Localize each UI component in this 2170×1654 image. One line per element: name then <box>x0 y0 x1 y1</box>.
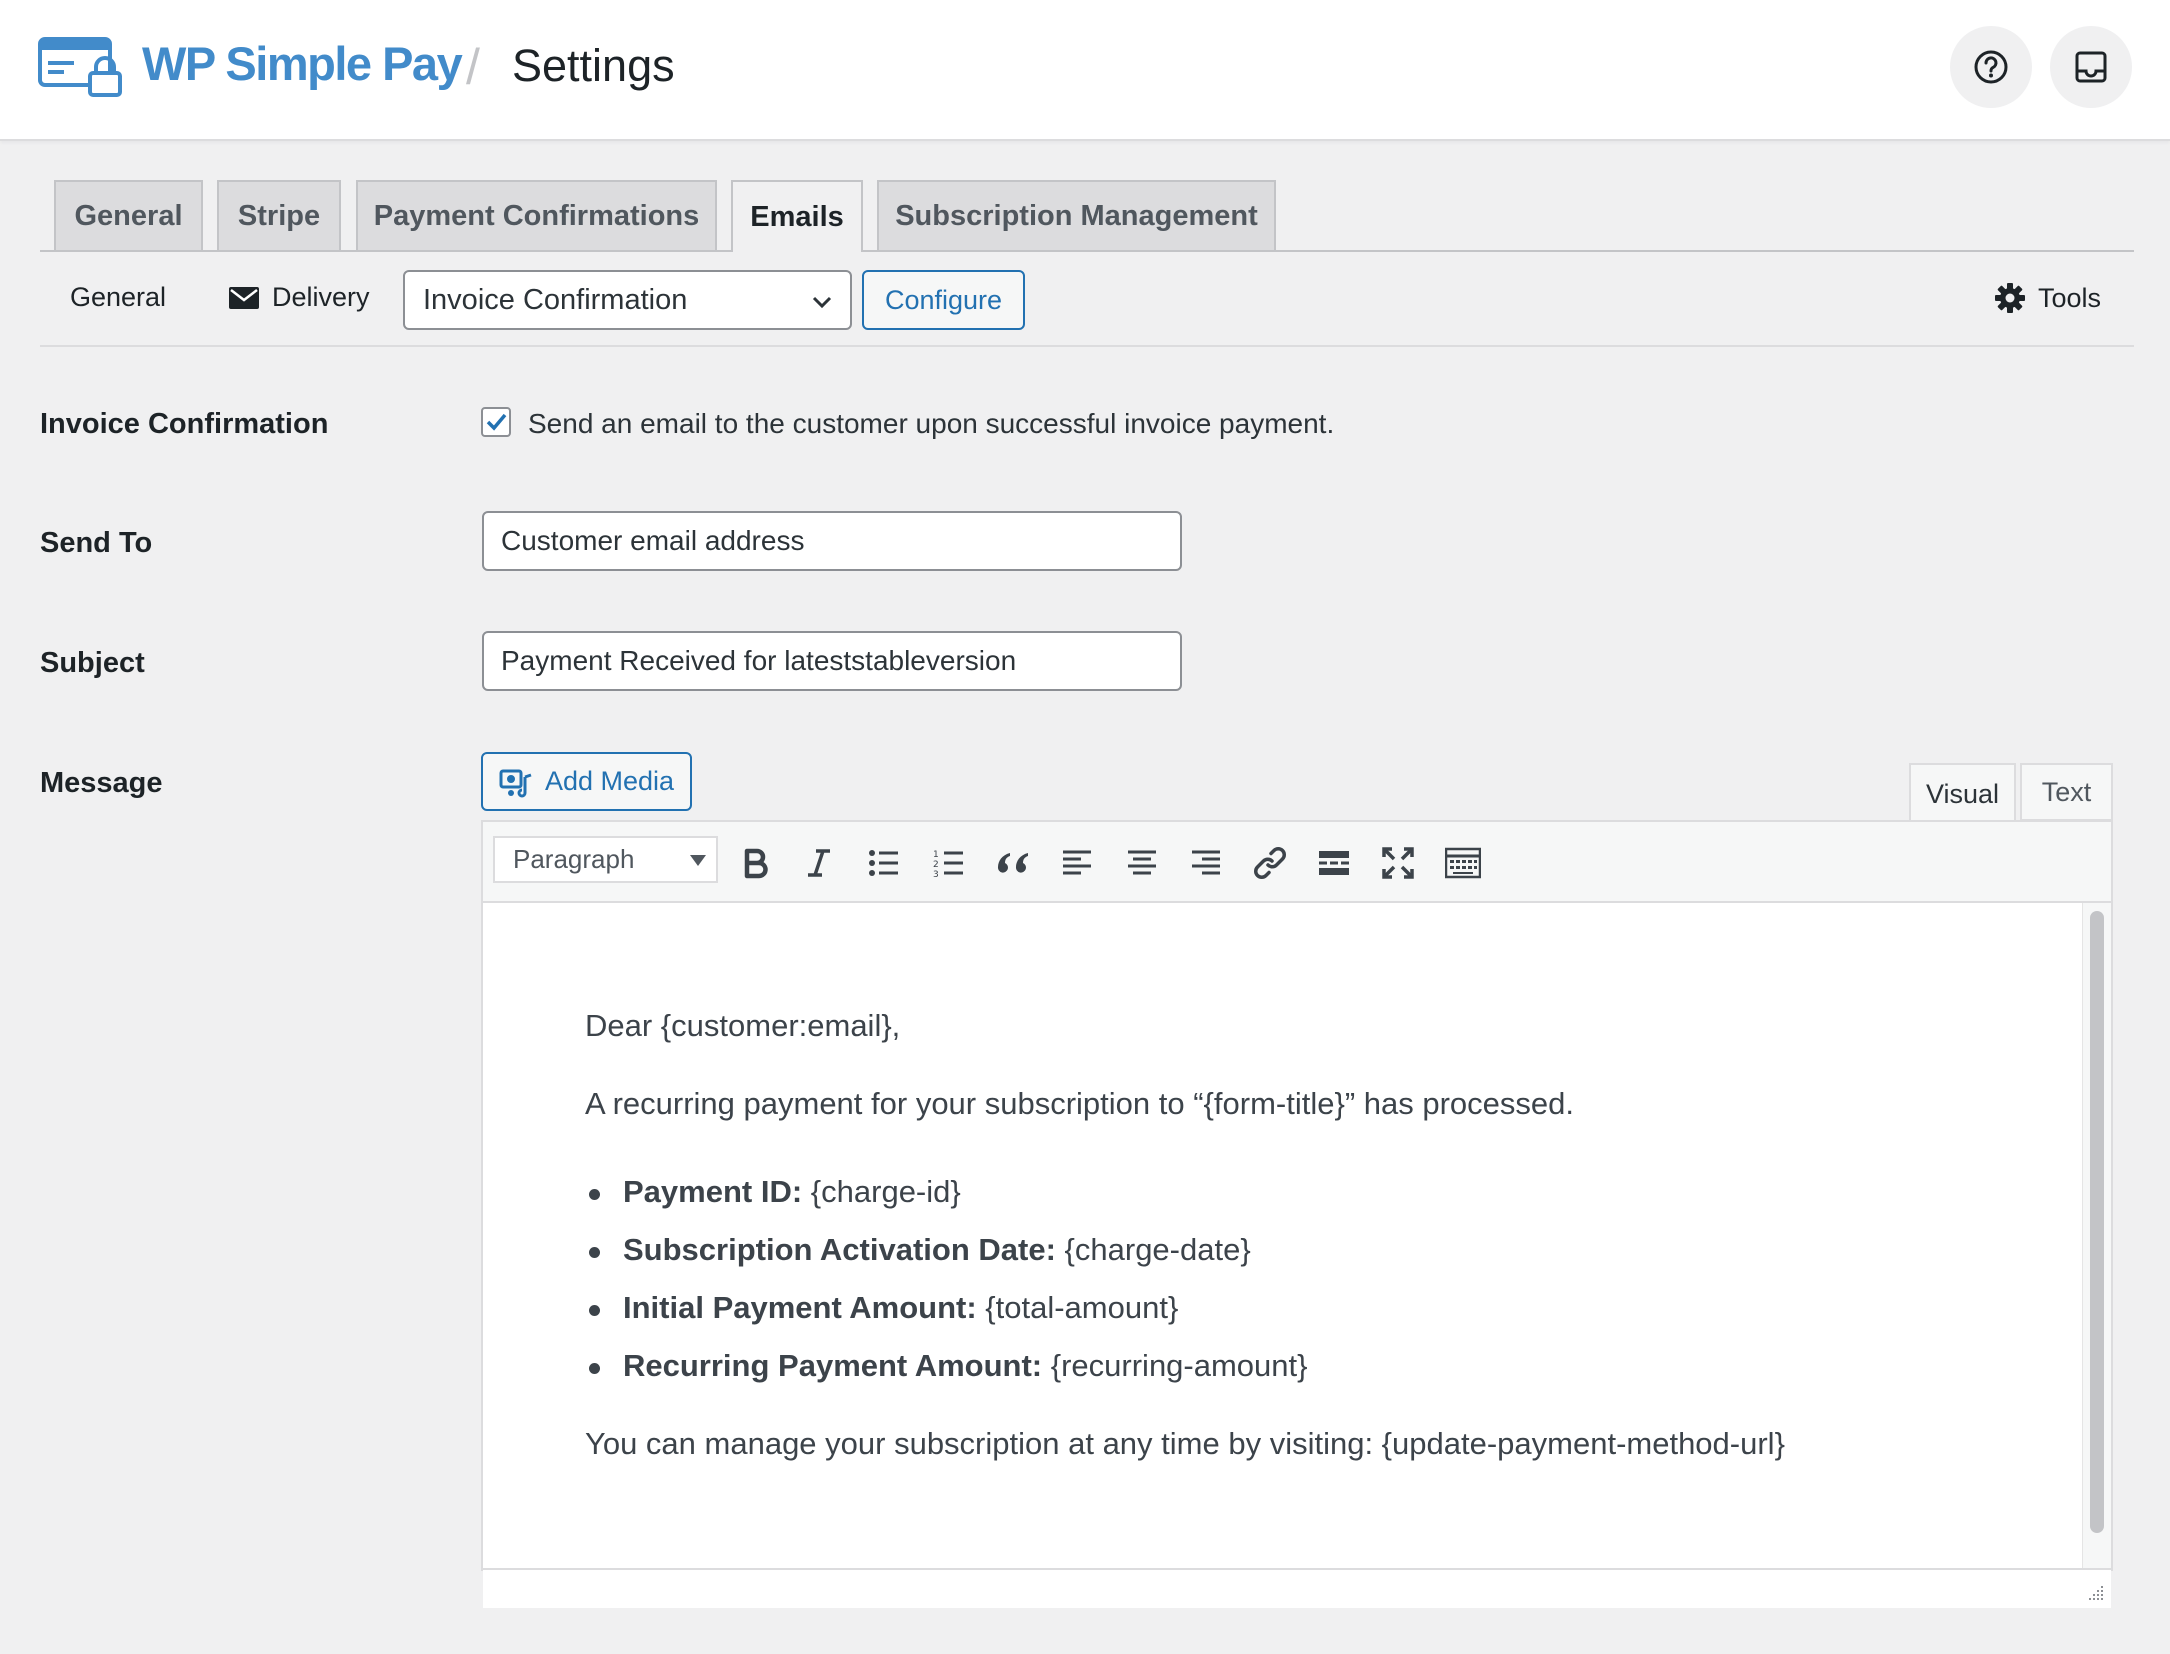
fullscreen-icon <box>1381 846 1415 880</box>
help-button[interactable] <box>1950 26 2032 108</box>
gear-icon <box>1994 282 2026 314</box>
subnav-general[interactable] <box>70 282 166 313</box>
italic-icon <box>804 847 834 879</box>
envelope-icon <box>228 286 260 310</box>
tab-stripe[interactable]: Stripe <box>217 180 341 250</box>
quote-icon <box>996 849 1030 877</box>
message-label: Message <box>40 767 163 799</box>
wp-simple-pay-logo-icon <box>38 37 124 97</box>
send-to-label: Send To <box>40 527 153 559</box>
tools-button[interactable] <box>1994 282 2101 314</box>
add-media-label: Add Media <box>544 766 675 796</box>
editor-toolbar <box>481 820 2113 903</box>
svg-text:1: 1 <box>933 850 939 860</box>
list-item: Initial Payment Amount: {total-amount} <box>585 1290 1178 1326</box>
help-icon <box>1973 49 2009 85</box>
format-select[interactable] <box>493 836 718 883</box>
align-center-icon <box>1126 848 1158 878</box>
page-title: Settings <box>512 40 675 91</box>
footer-text: You can manage your subscription at any time by visiting: {update-payment-method-url} <box>585 1426 1785 1461</box>
chevron-down-icon <box>810 290 834 314</box>
read-more-button[interactable] <box>1315 844 1353 882</box>
tab-subscription-management[interactable]: Subscription Management <box>877 180 1276 250</box>
checkmark-icon <box>483 409 509 435</box>
send-to-select[interactable]: Customer email address <box>482 511 1182 571</box>
tab-payment-confirmations[interactable]: Payment Confirmations <box>356 180 717 250</box>
tab-text[interactable]: Text <box>2020 763 2113 821</box>
bold-button[interactable] <box>736 844 774 882</box>
configure-button[interactable]: Configure <box>862 270 1025 330</box>
message-editor[interactable] <box>481 903 2113 1571</box>
toolbar-toggle-button[interactable] <box>1444 844 1482 882</box>
tab-general[interactable]: General <box>54 180 203 250</box>
intro-text: A recurring payment for your subscription to “{form-title}” has processed. <box>585 1086 1574 1121</box>
inbox-icon <box>2074 50 2108 84</box>
blockquote-button[interactable] <box>994 844 1032 882</box>
align-left-button[interactable] <box>1058 844 1096 882</box>
invoice-confirmation-description: Send an email to the customer upon successful invoice payment. <box>528 408 1335 439</box>
read-more-icon <box>1318 849 1350 877</box>
align-center-button[interactable] <box>1123 844 1161 882</box>
link-icon <box>1253 846 1287 880</box>
email-type-value: Invoice Confirmation <box>423 283 688 316</box>
subject-label: Subject <box>40 647 145 679</box>
tools-label: Tools <box>2038 282 2102 313</box>
bold-icon <box>740 847 770 879</box>
numbered-list-button[interactable] <box>930 844 968 882</box>
tabs-divider <box>40 250 2134 252</box>
editor-statusbar <box>483 1568 2111 1608</box>
list-item: Payment ID: {charge-id} <box>585 1174 961 1210</box>
align-left-icon <box>1061 848 1093 878</box>
greeting-text: Dear {customer:email}, <box>585 1008 901 1043</box>
bullet-list-icon <box>868 848 900 878</box>
align-right-icon <box>1190 848 1222 878</box>
svg-text:3: 3 <box>933 870 939 878</box>
bullet-list-button[interactable] <box>865 844 903 882</box>
list-item: Recurring Payment Amount: {recurring-amount} <box>585 1348 1308 1384</box>
fullscreen-button[interactable] <box>1379 844 1417 882</box>
list-item: Subscription Activation Date: {charge-date} <box>585 1232 1251 1268</box>
top-header <box>0 0 2170 141</box>
svg-text:2: 2 <box>933 860 939 870</box>
add-media-icon <box>499 765 533 799</box>
brand-name: WP Simple Pay <box>142 37 462 90</box>
breadcrumb-separator: / <box>466 39 480 95</box>
editor-scrollbar[interactable] <box>2082 903 2111 1568</box>
insert-link-button[interactable] <box>1251 844 1289 882</box>
dropdown-arrow-icon <box>690 855 706 866</box>
format-select-value: Paragraph <box>513 844 635 874</box>
keyboard-icon <box>1445 847 1481 879</box>
email-type-select[interactable] <box>403 270 852 330</box>
align-right-button[interactable] <box>1187 844 1225 882</box>
numbered-list-icon <box>933 848 965 878</box>
add-media-button[interactable] <box>481 752 692 811</box>
inbox-button[interactable] <box>2050 26 2132 108</box>
editor-scrollbar-thumb[interactable] <box>2090 911 2104 1533</box>
tab-emails[interactable]: Emails <box>731 180 863 252</box>
subnav-delivery[interactable] <box>228 282 370 313</box>
subnav-divider <box>40 345 2134 347</box>
subnav-delivery-label: Delivery <box>272 282 370 312</box>
resize-handle-icon[interactable] <box>2085 1582 2105 1602</box>
tab-visual[interactable]: Visual <box>1909 763 2016 823</box>
invoice-confirmation-checkbox[interactable] <box>481 407 511 437</box>
subject-input[interactable]: Payment Received for lateststableversion <box>482 631 1182 691</box>
invoice-confirmation-label: Invoice Confirmation <box>40 408 329 440</box>
italic-button[interactable] <box>800 844 838 882</box>
subnav-general-label: General <box>70 282 167 312</box>
